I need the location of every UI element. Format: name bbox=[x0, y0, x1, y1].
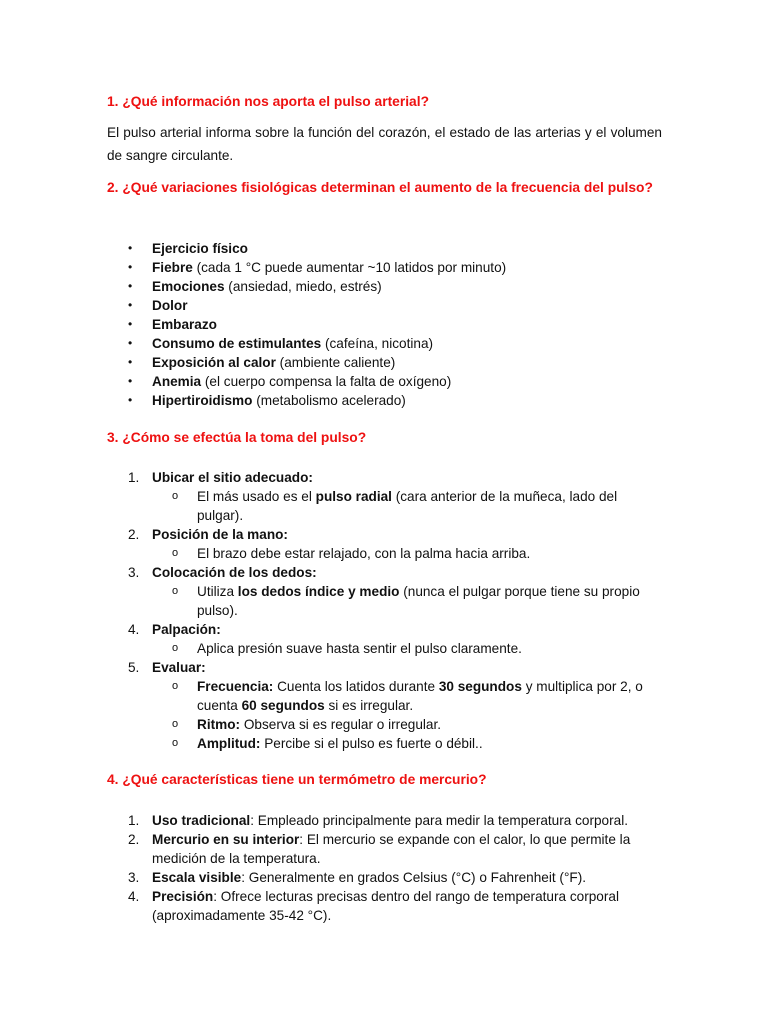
bullet-icon: • bbox=[128, 355, 133, 369]
circle-bullet-icon: o bbox=[172, 737, 179, 749]
bullet-icon: • bbox=[128, 317, 133, 331]
step-detail: Frecuencia: Cuenta los latidos durante 30 segundos y multiplica por 2, o cuenta 60 segundos si es irregular. bbox=[197, 679, 643, 713]
question-1-heading: 1. ¿Qué información nos aporta el pulso arterial? bbox=[107, 94, 429, 109]
question-3-heading: 3. ¿Cómo se efectúa la toma del pulso? bbox=[107, 430, 367, 445]
bullet-icon: • bbox=[128, 241, 133, 255]
list-item: Mercurio en su interior: El mercurio se expande con el calor, lo que permite la medición de la temperatura. bbox=[152, 832, 631, 866]
question-4-heading: 4. ¿Qué características tiene un termómetro de mercurio? bbox=[107, 772, 487, 787]
bullet-icon: • bbox=[128, 260, 133, 274]
document-page: 1. ¿Qué información nos aporta el pulso arterial? El pulso arterial informa sobre la función del corazón, el estado de las arterias y el volumen de sangre circulante. 2. ¿Qué variaciones fisiológicas determinan el aumento de la frecuencia del pulso? • Ejercicio físico • Fiebre (cada 1 °C puede aumentar ~10 latidos por minuto) • Emociones (ansiedad, miedo, estrés) • Dolor • Embarazo • Consumo de estimulantes (cafeína, nicotina) • Exposición al calor (ambiente caliente) • Anemia (el cuerpo compensa la falta de oxígeno) • Hipertiroidismo (metabolismo acelerado) 3. ¿Cómo se efectúa la toma del pulso? 1. Ubicar el sitio adecuado: o El más usado es el pulso radial (cara anterior de la muñeca, lado del pulgar). 2. Posición de la mano: o El brazo debe estar relajado, con la palma hacia arriba. 3. Colocación de los dedos: o Utiliza los dedos índice y medio (nunca el pulgar porque tiene su propio pulso). 4. Palpación: o Aplica presión suave hasta sentir el pulso claramente. 5. Evaluar: o Frecuencia: Cuenta los latidos durante 30 segundos y multiplica por 2, o cuenta 60 segundos si es irregular. o Ritmo: Observa si es regular o irregular. o Amplitud: Percibe si el pulso es fuerte o débil.. 4. ¿Qué características tiene un termómetro de mercurio? 1. Uso tradicional: Empleado principalmente para medir la temperatura corporal. 2. Mercurio en su interior: El mercurio se expande con el calor, lo que permite la medición de la temperatura. 3. Escala visible: Generalmente en grados Celsius (°C) o Fahrenheit (°F). 4. Precisión: Ofrece lecturas precisas dentro del rango de temperatura corporal (aproximadamente 35-42 °C). bbox=[0, 0, 768, 1024]
step-detail: Ritmo: Observa si es regular o irregular. bbox=[197, 717, 442, 732]
step-detail: Aplica presión suave hasta sentir el pulso claramente. bbox=[197, 641, 522, 656]
step-detail: Amplitud: Percibe si el pulso es fuerte o débil.. bbox=[197, 736, 483, 751]
step-label: Colocación de los dedos: bbox=[152, 565, 317, 580]
circle-bullet-icon: o bbox=[172, 680, 179, 692]
circle-bullet-icon: o bbox=[172, 490, 179, 502]
step-detail: El más usado es el pulso radial (cara anterior de la muñeca, lado del pulgar). bbox=[197, 489, 618, 523]
bullet-icon: • bbox=[128, 298, 133, 312]
item-number: 3. bbox=[128, 870, 140, 885]
circle-bullet-icon: o bbox=[172, 718, 179, 730]
step-number: 4. bbox=[128, 622, 140, 637]
circle-bullet-icon: o bbox=[172, 585, 179, 597]
bullet-icon: • bbox=[128, 336, 133, 350]
bullet-icon: • bbox=[128, 279, 133, 293]
step-label: Posición de la mano: bbox=[152, 527, 288, 542]
item-number: 1. bbox=[128, 813, 140, 828]
question-2-heading: 2. ¿Qué variaciones fisiológicas determinan el aumento de la frecuencia del pulso? bbox=[107, 180, 653, 195]
step-label: Evaluar: bbox=[152, 660, 206, 675]
item-number: 2. bbox=[128, 832, 140, 847]
bullet-icon: • bbox=[128, 393, 133, 407]
circle-bullet-icon: o bbox=[172, 642, 179, 654]
step-label: Palpación: bbox=[152, 622, 221, 637]
list-item: Escala visible: Generalmente en grados Celsius (°C) o Fahrenheit (°F). bbox=[152, 870, 587, 885]
step-number: 5. bbox=[128, 660, 140, 675]
circle-bullet-icon: o bbox=[172, 547, 179, 559]
item-number: 4. bbox=[128, 889, 140, 904]
list-item: Precisión: Ofrece lecturas precisas dentro del rango de temperatura corporal (aproximadamente 35-42 °C). bbox=[152, 889, 619, 923]
step-number: 1. bbox=[128, 470, 140, 485]
list-item: Uso tradicional: Empleado principalmente para medir la temperatura corporal. bbox=[152, 813, 628, 828]
step-label: Ubicar el sitio adecuado: bbox=[152, 470, 313, 485]
bullet-icon: • bbox=[128, 374, 133, 388]
step-number: 2. bbox=[128, 527, 140, 542]
step-detail: Utiliza los dedos índice y medio (nunca el pulgar porque tiene su propio pulso). bbox=[197, 584, 640, 618]
step-number: 3. bbox=[128, 565, 140, 580]
step-detail: El brazo debe estar relajado, con la palma hacia arriba. bbox=[197, 546, 531, 561]
question-1-answer: El pulso arterial informa sobre la función del corazón, el estado de las arterias y el volumen de sangre circulante. bbox=[107, 125, 662, 163]
